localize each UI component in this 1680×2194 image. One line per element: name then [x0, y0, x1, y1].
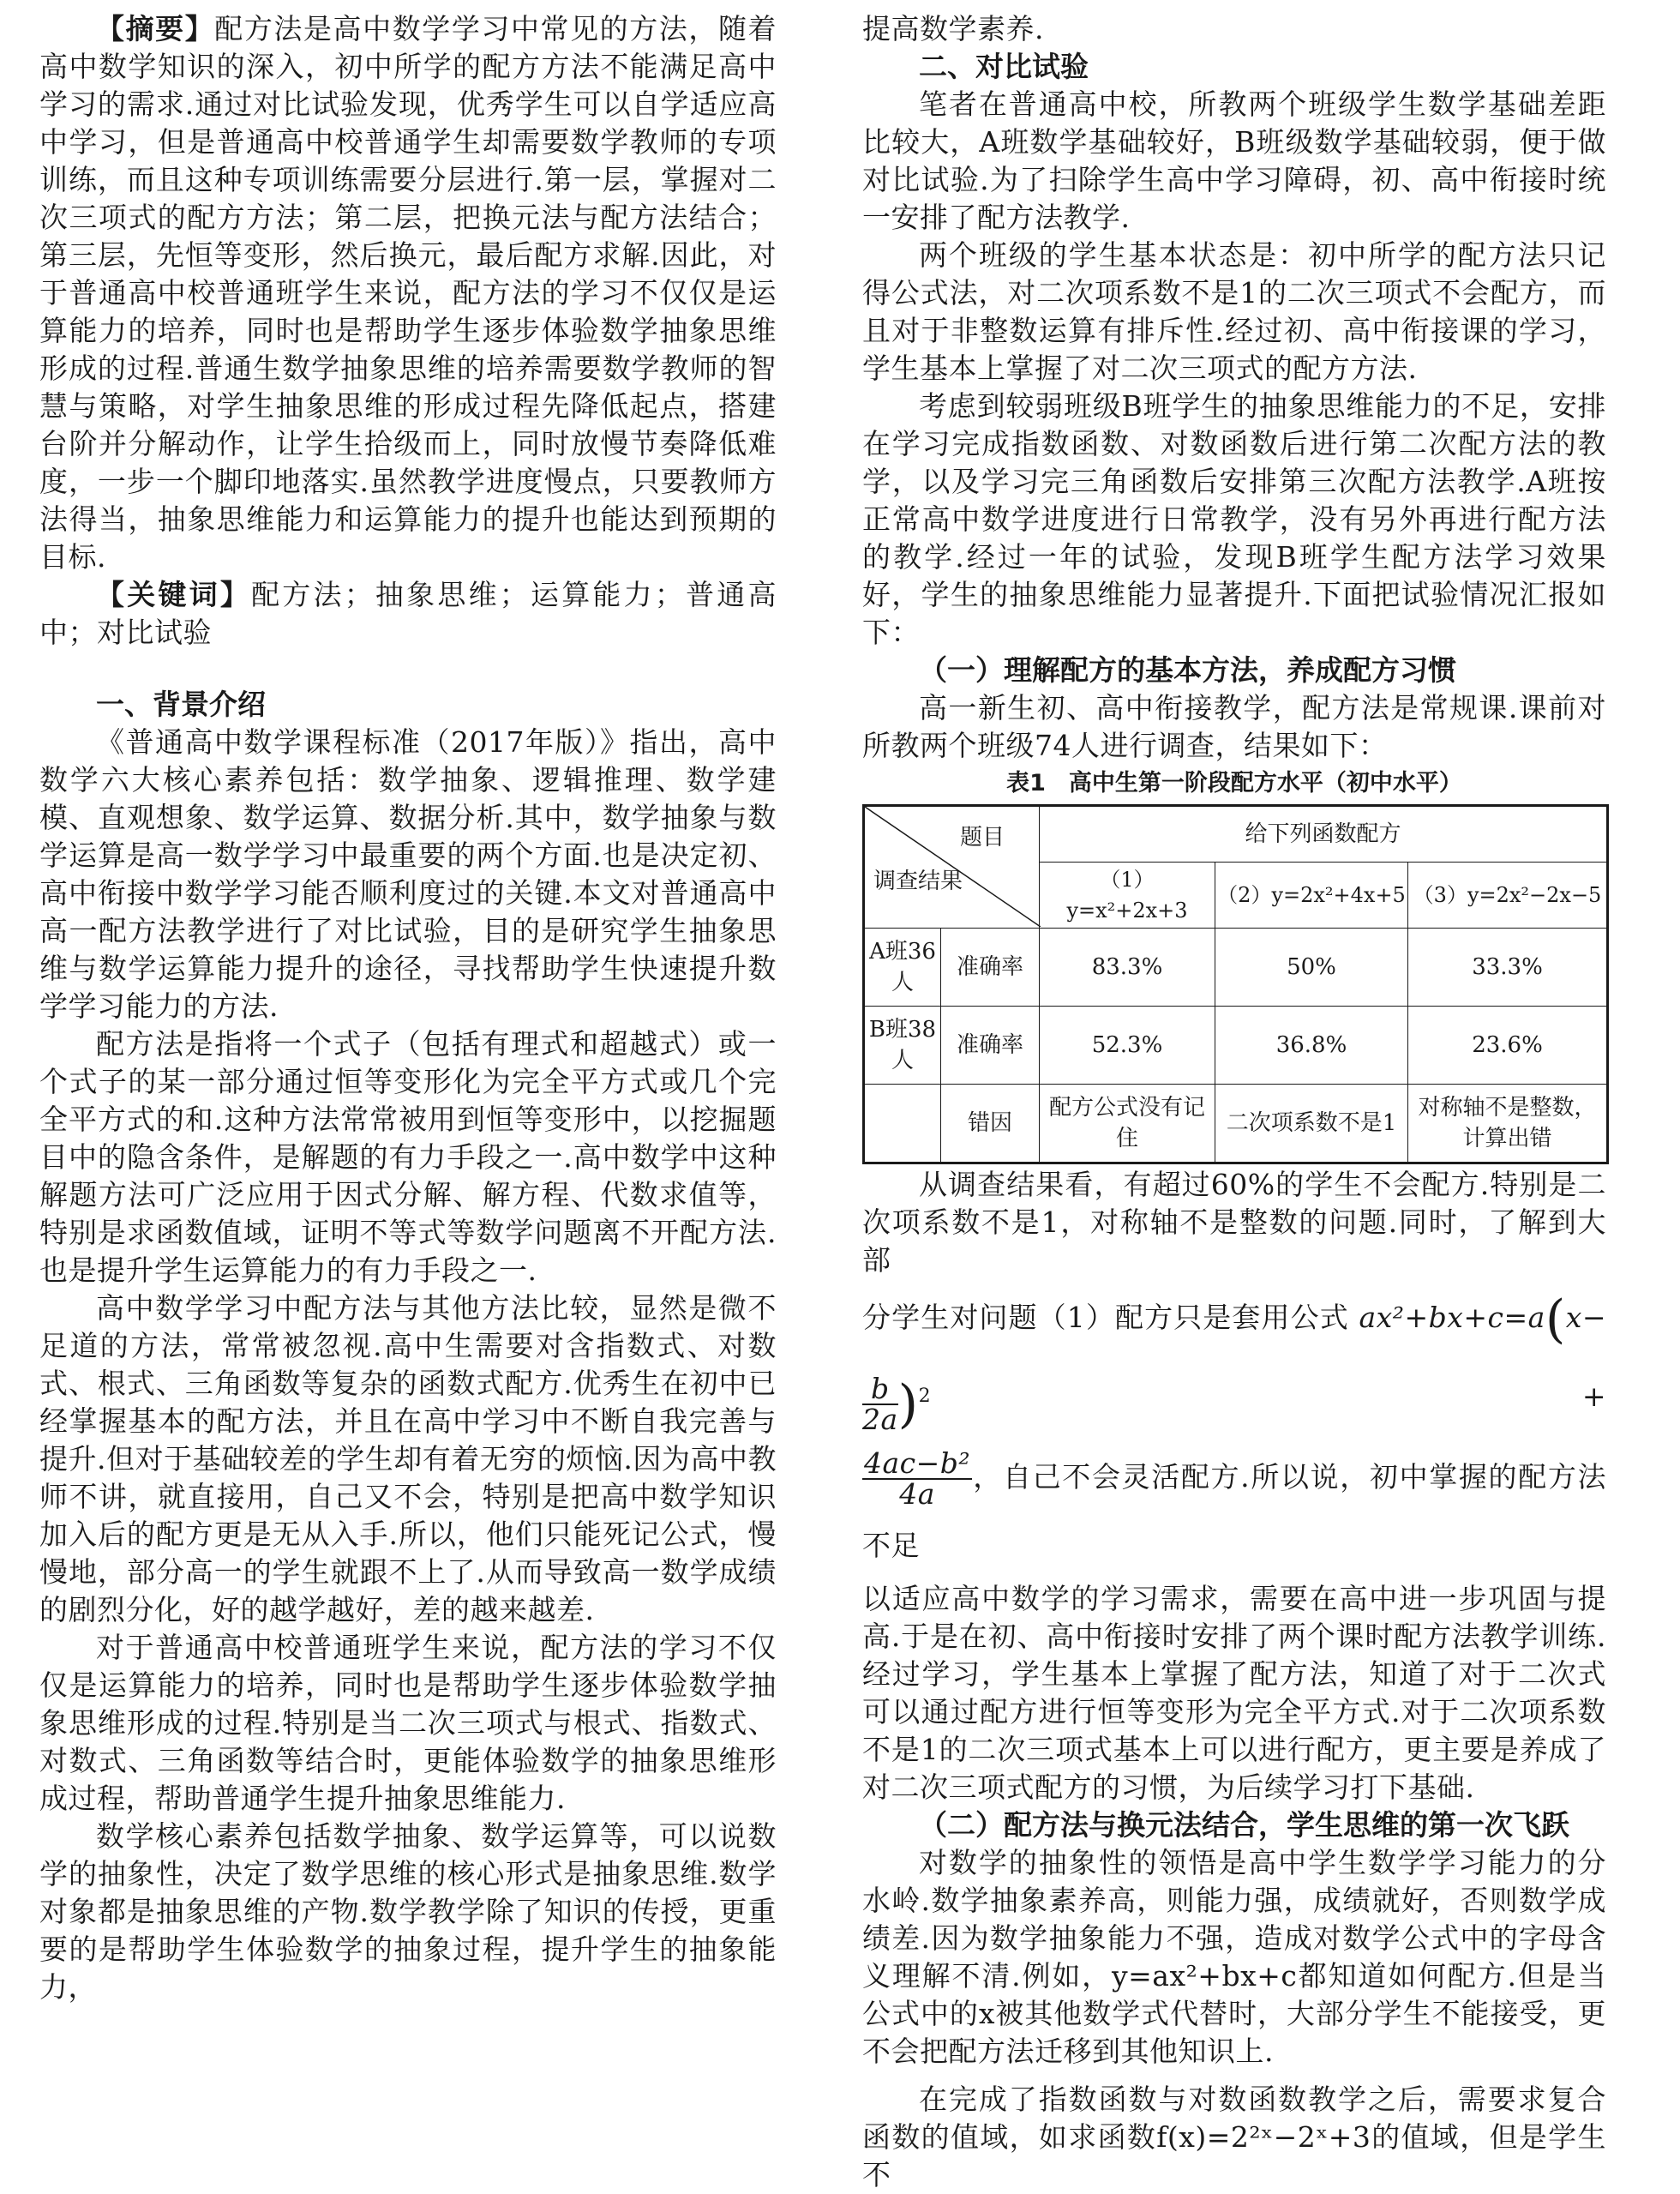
paren-open: ( [1545, 1289, 1566, 1349]
table-cell: 50% [1215, 929, 1408, 1007]
abstract-label: 【摘要】 [96, 12, 215, 45]
paragraph: 《普通高中数学课程标准（2017年版）》指出，高中数学六大核心素养包括：数学抽象、逻辑推理、数学建模、直观想象、数学运算、数据分析.其中，数学抽象与数学运算是高一数学学习中最重要的两个方面.也是决定初、高中衔接中数学学习能否顺利度过的关键.本文对普通高中高一配方法教学进行了对比试验，目的是研究学生抽象思维与数学运算能力提升的途径，寻找帮助学生快速提升数学学习能力的方法. [39, 725, 777, 1023]
formula-suffix: ，自己不会灵活配方.所以说，初中掌握的配方法不足 [862, 1460, 1606, 1562]
table-cell: 33.3% [1408, 929, 1608, 1007]
fraction-num: b [862, 1374, 898, 1405]
question-header: （1）y=x²+2x+3 [1040, 863, 1215, 929]
table-caption: 表1 高中生第一阶段配方水平（初中水平） [1006, 770, 1462, 796]
table-row [864, 806, 1608, 863]
keywords-text: 配方法；抽象思维；运算能力；普通高中；对比试验 [39, 578, 777, 649]
paragraph: 配方法是指将一个式子（包括有理式和超越式）或一个式子的某一部分通过恒等变形化为完全平方式或几个完全平方式的和.这种方法常常被用到恒等变形中，以挖掘题目中的隐含条件，是解题的有力手段之一.高中数学中这种解题方法可广泛应用于因式分解、解方程、代数求值等，特别是求函数值域，证明不等式等数学问题离不开配方法.也是提升学生运算能力的有力手段之一. [39, 1027, 777, 1287]
diagonal-header-cell [864, 806, 1040, 929]
paragraph-continued: 提高数学素养. [862, 12, 1044, 45]
paragraph: 从调查结果看，有超过60%的学生不会配方.特别是二次项系数不是1，对称轴不是整数的问题.同时，了解到大部 [862, 1168, 1606, 1277]
fraction-b-2a [862, 1374, 898, 1434]
formula-line-2 [862, 1443, 1606, 1580]
survey-table [862, 804, 1609, 1164]
paragraph: 在完成了指数函数与对数函数教学之后，需要求复合函数的值域，如求函数f(x)=2²ˣ−2ˣ+3的值域，但是学生不 [862, 2083, 1606, 2191]
paragraph: 笔者在普通高中校，所教两个班级学生数学基础差距比较大，A班数学基础较好，B班级数学基础较弱，便于做对比试验.为了扫除学生高中学习障碍，初、高中衔接时统一安排了配方法教学. [862, 87, 1606, 234]
right-column [862, 10, 1606, 2194]
formula-plus: + [1581, 1380, 1606, 1413]
formula-lhs: ax²+bx+c=a [1359, 1301, 1545, 1334]
keywords-label: 【关键词】 [96, 578, 252, 611]
left-column [39, 10, 777, 2006]
empty-cell [864, 1085, 941, 1163]
table-cell: 二次项系数不是1 [1215, 1085, 1408, 1163]
table-cell: 52.3% [1040, 1007, 1215, 1085]
table-row [864, 929, 1608, 1007]
class-b-label: B班38人 [864, 1007, 941, 1085]
formula-x: x− [1565, 1301, 1606, 1334]
paragraph: 对数学的抽象性的领悟是高中学生数学学习能力的分水岭.数学抽象素养高，则能力强，成绩就好，否则数学成绩差.因为数学抽象能力不强，造成对数学公式中的字母含义理解不清.例如，y=ax²+bx+c都知道如何配方.但是当公式中的x被其他数学式代替时，大部分学生不能接受，更不会把配方法迁移到其他知识上. [862, 1846, 1606, 2068]
fraction-den: 4a [899, 1477, 935, 1511]
paragraph: 高一新生初、高中衔接教学，配方法是常规课.课前对所教两个班级74人进行调查，结果如下： [862, 691, 1606, 762]
table-cell: 83.3% [1040, 929, 1215, 1007]
question-header: （3）y=2x²−2x−5 [1408, 863, 1608, 929]
fraction-den: 2a [862, 1403, 898, 1436]
diag-top-label: 题目 [959, 825, 1005, 851]
paragraph: 两个班级的学生基本状态是：初中所学的配方法只记得公式法，对二次项系数不是1的二次三项式不会配方，而且对于非整数运算有排斥性.经过初、高中衔接课的学习，学生基本上掌握了对二次三项式的配方方法. [862, 238, 1606, 385]
abstract [39, 10, 777, 576]
formula-square: 2 [918, 1386, 932, 1407]
paragraph: 以适应高中数学的学习需求，需要在高中进一步巩固与提高.于是在初、高中衔接时安排了两个课时配方法教学训练.经过学习，学生基本上掌握了配方法，知道了对于二次式可以通过配方进行恒等变形为完全平方式.对于二次项系数不是1的二次三项式基本上可以进行配方，更主要是养成了对二次三项式配方的习惯，为后续学习打下基础. [862, 1582, 1606, 1804]
paragraph: 考虑到较弱班级B班学生的抽象思维能力的不足，安排在学习完成指数函数、对数函数后进行第二次配方法的教学，以及学习完三角函数后安排第三次配方法教学.A班按正常高中数学进度进行日常教学，没有另外再进行配方法的教学.经过一年的试验，发现B班学生配方法学习效果好，学生的抽象思维能力显著提升.下面把试验情况汇报如下： [862, 389, 1606, 649]
subsection-title-1: （一）理解配方的基本方法，养成配方习惯 [919, 653, 1456, 687]
question-header: （2）y=2x²+4x+5 [1215, 863, 1408, 929]
table-row [864, 1085, 1608, 1163]
abstract-text: 配方法是高中数学学习中常见的方法，随着高中数学知识的深入，初中所学的配方方法不能满足高中学习的需求.通过对比试验发现，优秀学生可以自学适应高中学习，但是普通高中校普通学生却需要数学教师的专项训练，而且这种专项训练需要分层进行.第一层，掌握对二次三项式的配方方法；第二层，把换元法与配方法结合；第三层，先恒等变形，然后换元，最后配方求解.因此，对于普通高中校普通班学生来说，配方法的学习不仅仅是运算能力的培养，同时也是帮助学生逐步体验数学抽象思维形成的过程.普通生数学抽象思维的培养需要数学教师的智慧与策略，对学生抽象思维的形成过程先降低起点，搭建台阶并分解动作，让学生拾级而上，同时放慢节奏降低难度，一步一个脚印地落实.虽然教学进度慢点，只要教师方法得当，抽象思维能力和运算能力的提升也能达到预期的目标. [39, 12, 777, 574]
table-cell: 对称轴不是整数，计算出错 [1408, 1085, 1608, 1163]
accuracy-label: 准确率 [941, 1007, 1040, 1085]
paragraph: 数学核心素养包括数学抽象、数学运算等，可以说数学的抽象性，决定了数学思维的核心形式是抽象思维.数学对象都是抽象思维的产物.数学教学除了知识的传授，更重要的是帮助学生体验数学的抽象过程，提升学生的抽象能力， [39, 1819, 777, 2004]
table-cell: 36.8% [1215, 1007, 1408, 1085]
class-a-label: A班36人 [864, 929, 941, 1007]
paragraph: 对于普通高中校普通班学生来说，配方法的学习不仅仅是运算能力的培养，同时也是帮助学生逐步体验数学抽象思维形成的过程.特别是当二次三项式与根式、指数式、对数式、三角函数等结合时，更能体验数学的抽象思维形成过程，帮助普通学生提升抽象思维能力. [39, 1631, 777, 1815]
keywords [39, 576, 777, 652]
table-cell: 配方公式没有记住 [1040, 1085, 1215, 1163]
fraction-4ac [862, 1446, 972, 1511]
accuracy-label: 准确率 [941, 929, 1040, 1007]
section-gap [39, 652, 777, 686]
table-row [864, 1007, 1608, 1085]
error-label: 错因 [941, 1085, 1040, 1163]
section-title-background: 一、背景介绍 [96, 688, 266, 721]
paragraph: 高中数学学习中配方法与其他方法比较，显然是微不足道的方法，常常被忽视.高中生需要对含指数式、对数式、根式、三角函数等复杂的函数式配方.优秀生在初中已经掌握基本的配方法，并且在高中学习中不断自我完善与提升.但对于基础较差的学生却有着无穷的烦恼.因为高中教师不讲，就直接用，自己又不会，特别是把高中数学知识加入后的配方更是无从入手.所以，他们只能死记公式，慢慢地，部分高一的学生就跟不上了.从而导致高一数学成绩的剧烈分化，好的越学越好，差的越来越差. [39, 1291, 777, 1626]
formula-prefix: 分学生对问题（1）配方只是套用公式 [862, 1301, 1349, 1334]
group-header: 给下列函数配方 [1040, 806, 1608, 863]
table-cell: 23.6% [1408, 1007, 1608, 1085]
subsection-title-2: （二）配方法与换元法结合，学生思维的第一次飞跃 [919, 1808, 1569, 1842]
fraction-num: 4ac−b² [864, 1446, 971, 1480]
paren-close: ) [897, 1374, 919, 1434]
section-title-experiment: 二、对比试验 [919, 50, 1089, 83]
formula-line [862, 1279, 1606, 1443]
diag-bottom-label: 调查结果 [873, 869, 963, 894]
